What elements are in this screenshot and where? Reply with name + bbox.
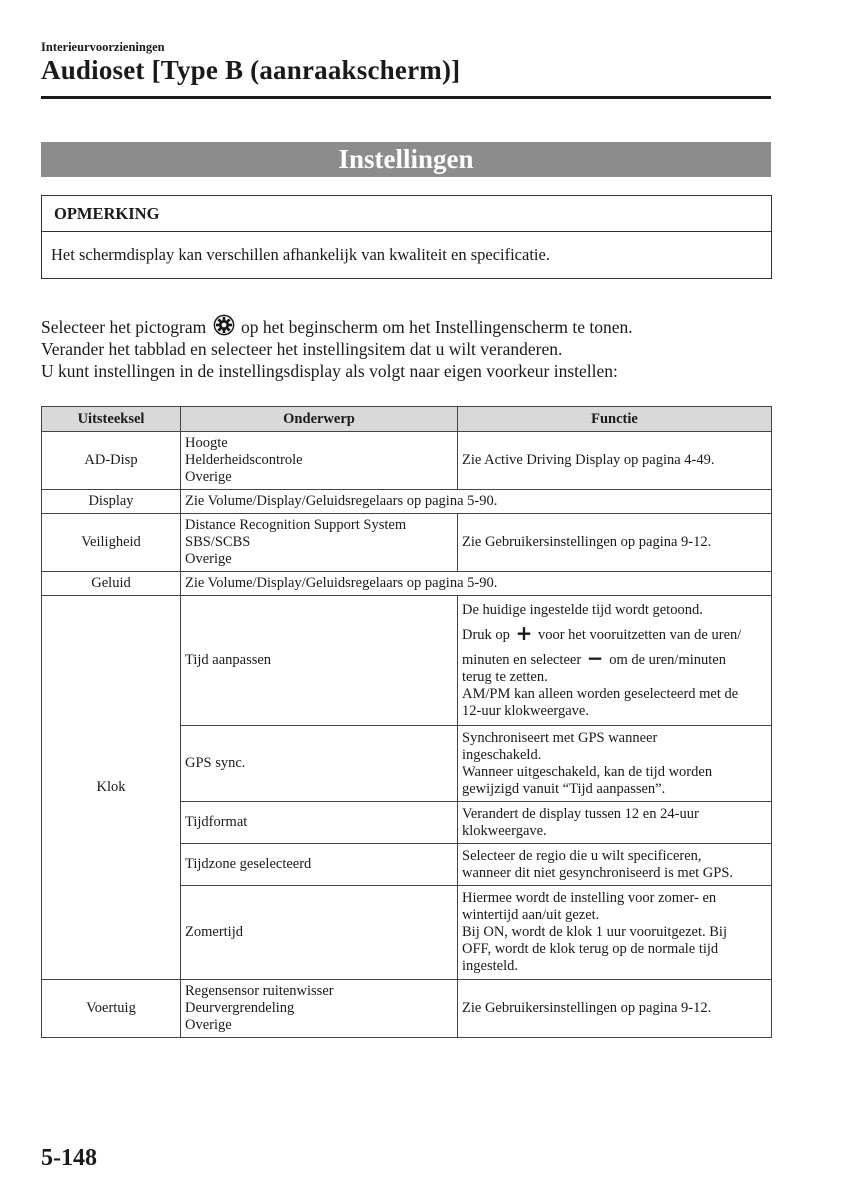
column-header-function: Functie bbox=[458, 407, 772, 432]
subject-line: Regensensor ruitenwisser bbox=[185, 983, 334, 999]
function-line: klokweergave. bbox=[462, 822, 547, 839]
subject-line: Overige bbox=[185, 1017, 232, 1033]
subject-cell bbox=[181, 980, 458, 1038]
table-header-row bbox=[42, 407, 772, 432]
table-row-klok-tijd-aanpassen bbox=[42, 596, 772, 726]
intro-paragraph bbox=[41, 314, 781, 382]
intro-line-1 bbox=[41, 314, 781, 338]
function-line: terug te zetten. bbox=[462, 668, 548, 685]
function-line: AM/PM kan alleen worden geselecteerd met de bbox=[462, 685, 739, 702]
function-cell bbox=[458, 844, 772, 886]
function-line: Selecteer de regio die u wilt specificeren, bbox=[462, 847, 702, 864]
function-line bbox=[462, 620, 767, 645]
settings-table bbox=[41, 406, 772, 1038]
note-box bbox=[41, 195, 772, 279]
table-row-ad-disp bbox=[42, 432, 772, 490]
subject-line: Distance Recognition Support System bbox=[185, 517, 407, 533]
subject-line: SBS/SCBS bbox=[185, 534, 251, 550]
subject-line: Helderheidscontrole bbox=[185, 452, 303, 468]
table-row-display bbox=[42, 490, 772, 514]
function-line: 12-uur klokweergave. bbox=[462, 702, 589, 719]
page-number: 5-148 bbox=[41, 1145, 97, 1171]
function-line: Synchroniseert met GPS wanneer bbox=[462, 729, 658, 746]
note-text: Het schermdisplay kan verschillen afhankelijk van kwaliteit en specificatie. bbox=[51, 245, 550, 264]
table-row-geluid bbox=[42, 572, 772, 596]
function-line: ingesteld. bbox=[462, 958, 518, 974]
function-line: Bij ON, wordt de klok 1 uur vooruitgezet. Bij bbox=[462, 924, 727, 940]
function-cell bbox=[458, 596, 772, 726]
tab-cell: Voertuig bbox=[42, 980, 181, 1038]
function-text: Druk op bbox=[462, 626, 510, 643]
subject-line: Overige bbox=[185, 469, 232, 485]
function-line: OFF, wordt de klok terug op de normale tijd bbox=[462, 941, 719, 957]
subject-cell: Tijdformat bbox=[181, 802, 458, 844]
section-banner: Instellingen bbox=[41, 142, 771, 177]
function-line: gewijzigd vanuit “Tijd aanpassen”. bbox=[462, 780, 666, 797]
minus-icon: − bbox=[586, 645, 604, 670]
function-text: minuten en selecteer bbox=[462, 651, 582, 668]
intro-line-2: Verander het tabblad en selecteer het instellingsitem dat u wilt veranderen. bbox=[41, 339, 563, 359]
subject-cell: Zomertijd bbox=[181, 886, 458, 980]
merged-cell: Zie Volume/Display/Geluidsregelaars op pagina 5-90. bbox=[181, 572, 772, 596]
function-line bbox=[462, 645, 767, 670]
function-cell: Zie Gebruikersinstellingen op pagina 9-12. bbox=[458, 514, 772, 572]
function-cell: Zie Active Driving Display op pagina 4-49. bbox=[458, 432, 772, 490]
function-line: wintertijd aan/uit gezet. bbox=[462, 907, 600, 923]
merged-cell: Zie Volume/Display/Geluidsregelaars op pagina 5-90. bbox=[181, 490, 772, 514]
plus-icon: + bbox=[515, 620, 533, 645]
heading-rule bbox=[41, 96, 771, 99]
tab-cell: Veiligheid bbox=[42, 514, 181, 572]
note-heading: OPMERKING bbox=[42, 196, 771, 232]
tab-cell: Display bbox=[42, 490, 181, 514]
subject-cell: GPS sync. bbox=[181, 726, 458, 802]
tab-cell: AD-Disp bbox=[42, 432, 181, 490]
column-header-tab: Uitsteeksel bbox=[42, 407, 181, 432]
intro-line-1-start: Selecteer het pictogram bbox=[41, 317, 207, 337]
column-header-subject: Onderwerp bbox=[181, 407, 458, 432]
function-cell: Zie Gebruikersinstellingen op pagina 9-12. bbox=[458, 980, 772, 1038]
function-line: Verandert de display tussen 12 en 24-uur bbox=[462, 805, 699, 822]
function-line: Hiermee wordt de instelling voor zomer- en bbox=[462, 890, 717, 906]
subject-cell bbox=[181, 432, 458, 490]
subject-cell bbox=[181, 514, 458, 572]
page-title: Audioset [Type B (aanraakscherm)] bbox=[41, 55, 461, 85]
function-cell bbox=[458, 886, 772, 980]
subject-line: Hoogte bbox=[185, 435, 228, 451]
function-text: voor het vooruitzetten van de uren/ bbox=[537, 626, 742, 643]
function-text: om de uren/minuten bbox=[609, 651, 726, 668]
section-label: Interieurvoorzieningen bbox=[41, 40, 165, 54]
subject-cell: Tijdzone geselecteerd bbox=[181, 844, 458, 886]
function-line: Wanneer uitgeschakeld, kan de tijd worden bbox=[462, 763, 713, 780]
subject-line: Overige bbox=[185, 551, 232, 567]
tab-cell: Klok bbox=[42, 596, 181, 980]
table-row-voertuig bbox=[42, 980, 772, 1038]
function-line: De huidige ingestelde tijd wordt getoond. bbox=[462, 601, 703, 618]
table-row-veiligheid bbox=[42, 514, 772, 572]
tab-cell: Geluid bbox=[42, 572, 181, 596]
function-line: ingeschakeld. bbox=[462, 746, 542, 763]
function-line: wanneer dit niet gesynchroniseerd is met GPS. bbox=[462, 864, 734, 881]
intro-line-1-end: op het beginscherm om het Instellingenscherm te tonen. bbox=[240, 317, 633, 337]
function-cell bbox=[458, 726, 772, 802]
function-cell bbox=[458, 802, 772, 844]
intro-line-3: U kunt instellingen in de instellingsdisplay als volgt naar eigen voorkeur instellen: bbox=[41, 361, 618, 381]
subject-cell: Tijd aanpassen bbox=[181, 596, 458, 726]
subject-line: Deurvergrendeling bbox=[185, 1000, 295, 1016]
gear-icon bbox=[213, 314, 235, 336]
